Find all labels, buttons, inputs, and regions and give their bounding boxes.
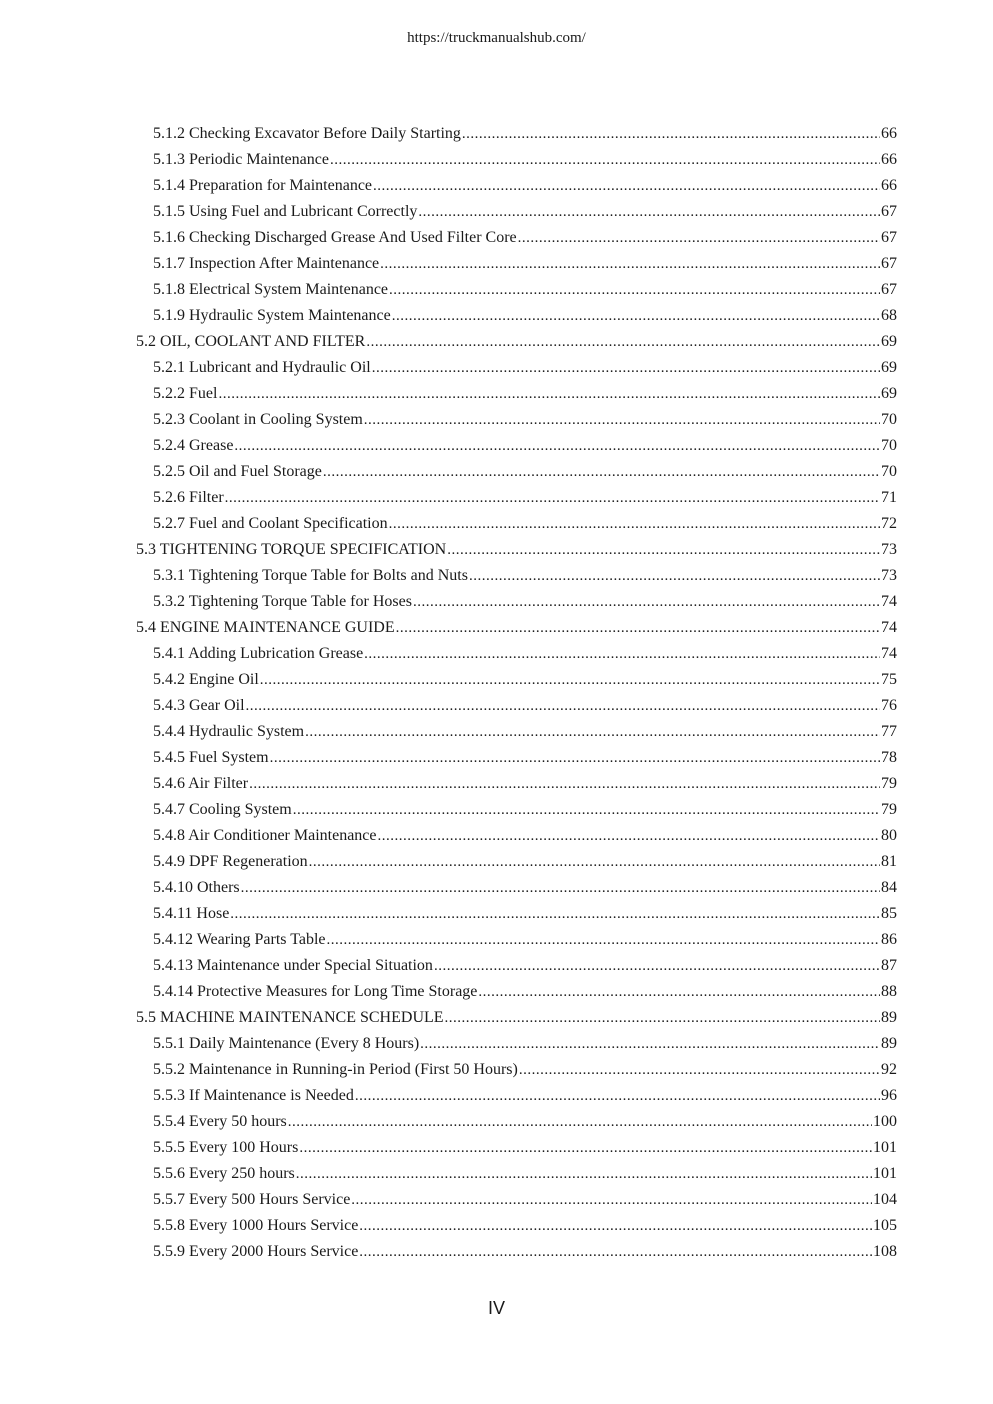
toc-entry[interactable]	[0, 875, 993, 901]
toc-entry-page: 66	[881, 177, 897, 194]
toc-entry-title: 5.4.2 Engine Oil	[153, 671, 259, 688]
toc-dot-leader	[447, 537, 880, 563]
toc-dot-leader	[389, 277, 880, 303]
page-header-url: https://truckmanualshub.com/	[407, 30, 586, 46]
toc-entry[interactable]	[0, 1187, 993, 1213]
toc-entry-title: 5.2.1 Lubricant and Hydraulic Oil	[153, 359, 371, 376]
toc-dot-leader	[372, 355, 880, 381]
toc-entry-title: 5.4.6 Air Filter	[153, 775, 249, 792]
toc-entry[interactable]	[0, 433, 993, 459]
toc-dot-leader	[355, 1083, 880, 1109]
toc-entry[interactable]	[0, 719, 993, 745]
toc-dot-leader	[373, 173, 880, 199]
toc-entry-title: 5.2.2 Fuel	[153, 385, 218, 402]
toc-entry-page: 74	[881, 593, 897, 610]
toc-section-entry[interactable]	[0, 1005, 993, 1031]
toc-entry-title: 5.5.6 Every 250 hours	[153, 1165, 295, 1182]
toc-dot-leader	[389, 511, 880, 537]
toc-dot-leader	[380, 251, 880, 277]
toc-entry-page: 74	[881, 619, 897, 636]
toc-entry-page: 71	[881, 489, 897, 506]
toc-entry[interactable]	[0, 849, 993, 875]
toc-entry-title: 5.5.7 Every 500 Hours Service	[153, 1191, 351, 1208]
toc-entry-title: 5.1.2 Checking Excavator Before Daily Starting	[153, 125, 461, 142]
toc-entry[interactable]	[0, 589, 993, 615]
toc-entry-title: 5.1.3 Periodic Maintenance	[153, 151, 329, 168]
toc-dot-leader	[230, 901, 880, 927]
toc-entry[interactable]	[0, 407, 993, 433]
toc-dot-leader	[218, 381, 880, 407]
toc-entry-page: 79	[881, 775, 897, 792]
toc-entry-title: 5.5.9 Every 2000 Hours Service	[153, 1243, 359, 1260]
toc-entry[interactable]	[0, 381, 993, 407]
toc-dot-leader	[309, 849, 880, 875]
toc-entry-page: 66	[881, 151, 897, 168]
toc-entry-title: 5.4.3 Gear Oil	[153, 697, 245, 714]
toc-entry-page: 76	[881, 697, 897, 714]
toc-entry-page: 89	[881, 1035, 897, 1052]
toc-entry[interactable]	[0, 485, 993, 511]
toc-entry-title: 5.4.11 Hose	[153, 905, 230, 922]
toc-entry-title: 5.4.12 Wearing Parts Table	[153, 931, 326, 948]
toc-dot-leader	[288, 1109, 872, 1135]
toc-entry-page: 80	[881, 827, 897, 844]
toc-entry[interactable]	[0, 979, 993, 1005]
toc-entry[interactable]	[0, 563, 993, 589]
toc-dot-leader	[378, 823, 880, 849]
toc-entry[interactable]	[0, 199, 993, 225]
toc-dot-leader	[270, 745, 880, 771]
toc-entry-title: 5.5.5 Every 100 Hours	[153, 1139, 299, 1156]
toc-entry[interactable]	[0, 1161, 993, 1187]
toc-entry[interactable]	[0, 1083, 993, 1109]
toc-section-entry[interactable]	[0, 615, 993, 641]
toc-entry-title: 5.5.2 Maintenance in Running-in Period (First 50 Hours)	[153, 1061, 518, 1078]
toc-entry-title: 5.1.5 Using Fuel and Lubricant Correctly	[153, 203, 418, 220]
toc-entry-title: 5.1.9 Hydraulic System Maintenance	[153, 307, 391, 324]
toc-entry-page: 67	[881, 229, 897, 246]
toc-dot-leader	[305, 719, 880, 745]
toc-dot-leader	[445, 1005, 880, 1031]
toc-entry-page: 87	[881, 957, 897, 974]
toc-dot-leader	[327, 927, 880, 953]
toc-entry-page: 74	[881, 645, 897, 662]
toc-entry-page: 101	[873, 1165, 897, 1182]
toc-entry[interactable]	[0, 1135, 993, 1161]
toc-dot-leader	[420, 1031, 880, 1057]
toc-entry[interactable]	[0, 693, 993, 719]
toc-entry-title: 5.4.13 Maintenance under Special Situation	[153, 957, 433, 974]
toc-entry[interactable]	[0, 745, 993, 771]
toc-entry[interactable]	[0, 953, 993, 979]
toc-entry-page: 78	[881, 749, 897, 766]
toc-dot-leader	[241, 875, 880, 901]
toc-entry-page: 72	[881, 515, 897, 532]
toc-dot-leader	[293, 797, 880, 823]
toc-entry-page: 70	[881, 463, 897, 480]
toc-entry-page: 92	[881, 1061, 897, 1078]
toc-entry-title: 5.2.3 Coolant in Cooling System	[153, 411, 363, 428]
toc-dot-leader	[364, 407, 880, 433]
toc-entry-title: 5.1.7 Inspection After Maintenance	[153, 255, 380, 272]
toc-entry-page: 89	[881, 1009, 897, 1026]
toc-dot-leader	[351, 1187, 872, 1213]
toc-entry-page: 108	[873, 1243, 897, 1260]
toc-dot-leader	[462, 121, 880, 147]
toc-entry-page: 69	[881, 359, 897, 376]
toc-entry-title: 5.3 TIGHTENING TORQUE SPECIFICATION	[136, 541, 447, 558]
toc-entry-page: 105	[873, 1217, 897, 1234]
toc-entry-title: 5.5.4 Every 50 hours	[153, 1113, 287, 1130]
toc-entry-page: 88	[881, 983, 897, 1000]
toc-entry-title: 5.4.7 Cooling System	[153, 801, 292, 818]
toc-entry-title: 5.2 OIL, COOLANT AND FILTER	[136, 333, 366, 350]
toc-entry-title: 5.5 MACHINE MAINTENANCE SCHEDULE	[136, 1009, 444, 1026]
toc-dot-leader	[299, 1135, 872, 1161]
toc-entry[interactable]	[0, 251, 993, 277]
toc-entry[interactable]	[0, 1109, 993, 1135]
toc-entry-page: 67	[881, 281, 897, 298]
toc-entry-title: 5.1.8 Electrical System Maintenance	[153, 281, 389, 298]
toc-entry[interactable]	[0, 927, 993, 953]
toc-entry[interactable]	[0, 355, 993, 381]
toc-entry-page: 67	[881, 203, 897, 220]
toc-entry[interactable]	[0, 667, 993, 693]
toc-entry-title: 5.5.8 Every 1000 Hours Service	[153, 1217, 359, 1234]
toc-dot-leader	[359, 1239, 872, 1265]
toc-entry-title: 5.2.5 Oil and Fuel Storage	[153, 463, 322, 480]
toc-entry-title: 5.4.9 DPF Regeneration	[153, 853, 308, 870]
toc-entry[interactable]	[0, 1057, 993, 1083]
page-number: IV	[487, 1298, 505, 1318]
toc-entry[interactable]	[0, 121, 993, 147]
toc-entry[interactable]	[0, 1239, 993, 1265]
toc-entry-page: 86	[881, 931, 897, 948]
toc-dot-leader	[330, 147, 880, 173]
toc-entry-page: 77	[881, 723, 897, 740]
toc-entry-page: 70	[881, 437, 897, 454]
toc-section-entry[interactable]	[0, 329, 993, 355]
toc-entry[interactable]	[0, 277, 993, 303]
toc-dot-leader	[392, 303, 880, 329]
toc-entry-page: 100	[873, 1113, 897, 1130]
toc-entry-page: 85	[881, 905, 897, 922]
toc-dot-leader	[260, 667, 880, 693]
table-of-contents	[0, 121, 993, 1265]
toc-entry-page: 96	[881, 1087, 897, 1104]
toc-entry[interactable]	[0, 1031, 993, 1057]
toc-dot-leader	[413, 589, 880, 615]
toc-entry[interactable]	[0, 225, 993, 251]
toc-entry-page: 79	[881, 801, 897, 818]
toc-entry-title: 5.4 ENGINE MAINTENANCE GUIDE	[136, 619, 395, 636]
toc-entry-title: 5.4.1 Adding Lubrication Grease	[153, 645, 364, 662]
toc-entry-title: 5.1.4 Preparation for Maintenance	[153, 177, 373, 194]
toc-entry-title: 5.5.3 If Maintenance is Needed	[153, 1087, 354, 1104]
toc-entry-title: 5.5.1 Daily Maintenance (Every 8 Hours)	[153, 1035, 420, 1052]
toc-dot-leader	[396, 615, 880, 641]
toc-entry-title: 5.4.5 Fuel System	[153, 749, 269, 766]
toc-entry-title: 5.2.6 Filter	[153, 489, 224, 506]
toc-dot-leader	[234, 433, 880, 459]
toc-dot-leader	[296, 1161, 872, 1187]
toc-entry-title: 5.4.14 Protective Measures for Long Time Storage	[153, 983, 478, 1000]
toc-dot-leader	[364, 641, 880, 667]
toc-entry[interactable]	[0, 147, 993, 173]
toc-entry-page: 101	[873, 1139, 897, 1156]
toc-entry-page: 73	[881, 567, 897, 584]
toc-dot-leader	[434, 953, 880, 979]
toc-entry-title: 5.3.1 Tightening Torque Table for Bolts and Nuts	[153, 567, 468, 584]
toc-entry-page: 66	[881, 125, 897, 142]
toc-entry-title: 5.4.10 Others	[153, 879, 240, 896]
toc-entry-page: 73	[881, 541, 897, 558]
toc-entry[interactable]	[0, 823, 993, 849]
toc-entry-page: 84	[881, 879, 897, 896]
toc-dot-leader	[225, 485, 880, 511]
toc-entry-page: 70	[881, 411, 897, 428]
toc-entry-title: 5.1.6 Checking Discharged Grease And Used Filter Core	[153, 229, 517, 246]
toc-dot-leader	[418, 199, 880, 225]
toc-dot-leader	[323, 459, 880, 485]
toc-entry[interactable]	[0, 641, 993, 667]
toc-dot-leader	[249, 771, 880, 797]
toc-entry-page: 104	[873, 1191, 897, 1208]
toc-entry-page: 68	[881, 307, 897, 324]
toc-entry-title: 5.2.7 Fuel and Coolant Specification	[153, 515, 388, 532]
toc-entry[interactable]	[0, 511, 993, 537]
toc-dot-leader	[366, 329, 880, 355]
toc-entry[interactable]	[0, 303, 993, 329]
toc-entry-page: 75	[881, 671, 897, 688]
toc-entry[interactable]	[0, 459, 993, 485]
toc-entry-title: 5.4.4 Hydraulic System	[153, 723, 305, 740]
toc-entry-title: 5.3.2 Tightening Torque Table for Hoses	[153, 593, 412, 610]
toc-dot-leader	[469, 563, 880, 589]
toc-dot-leader	[518, 225, 880, 251]
toc-entry[interactable]	[0, 797, 993, 823]
toc-section-entry[interactable]	[0, 537, 993, 563]
toc-dot-leader	[519, 1057, 880, 1083]
toc-entry[interactable]	[0, 901, 993, 927]
toc-dot-leader	[478, 979, 880, 1005]
toc-entry-page: 67	[881, 255, 897, 272]
toc-entry-page: 69	[881, 385, 897, 402]
toc-entry-page: 81	[881, 853, 897, 870]
toc-dot-leader	[246, 693, 880, 719]
toc-dot-leader	[359, 1213, 872, 1239]
toc-entry-title: 5.2.4 Grease	[153, 437, 234, 454]
toc-entry-page: 69	[881, 333, 897, 350]
toc-entry[interactable]	[0, 771, 993, 797]
toc-entry[interactable]	[0, 1213, 993, 1239]
toc-entry-title: 5.4.8 Air Conditioner Maintenance	[153, 827, 377, 844]
toc-entry[interactable]	[0, 173, 993, 199]
